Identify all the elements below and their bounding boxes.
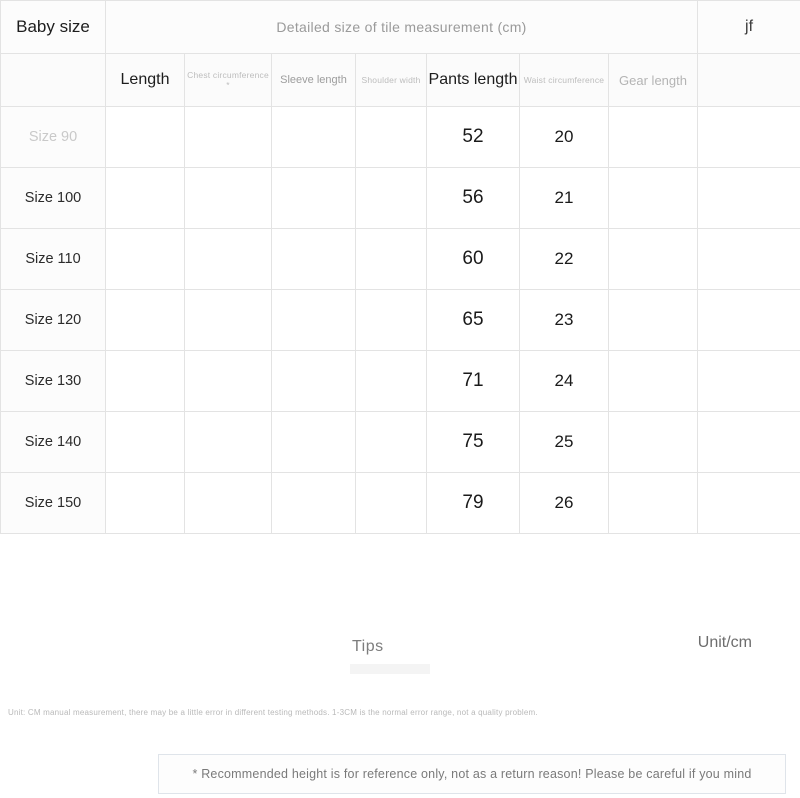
cell-sleeve [272, 412, 356, 473]
cell-chest [185, 229, 272, 290]
cell-chest [185, 290, 272, 351]
column-header-pants: Pants length [427, 54, 520, 107]
table-row [1, 168, 800, 229]
cell-chest [185, 412, 272, 473]
cell-shoulder [356, 473, 427, 534]
cell-waist: 22 [520, 229, 609, 290]
column-header-waist: Waist circumference [520, 54, 609, 107]
cell-gear [609, 412, 698, 473]
cell-pants: 56 [427, 168, 520, 229]
cell-pants: 71 [427, 351, 520, 412]
cell-sleeve [272, 229, 356, 290]
cell-sleeve [272, 351, 356, 412]
measurement-note: Unit: CM manual measurement, there may be a little error in different testing methods. 1-3CM is the normal error range, not a quality problem. [8, 708, 538, 717]
table-row [1, 229, 800, 290]
cell-chest [185, 351, 272, 412]
cell-waist: 20 [520, 107, 609, 168]
column-header-blank [1, 54, 106, 107]
cell-spacer [698, 229, 800, 290]
disclaimer-callout [158, 754, 786, 794]
cell-shoulder [356, 168, 427, 229]
cell-gear [609, 168, 698, 229]
row-size-label: Size 90 [1, 107, 106, 168]
cell-chest [185, 107, 272, 168]
cell-sleeve [272, 107, 356, 168]
cell-shoulder [356, 229, 427, 290]
cell-pants: 79 [427, 473, 520, 534]
column-header-sleeve: Sleeve length [272, 54, 356, 107]
cell-length [106, 229, 185, 290]
band-title: Detailed size of tile measurement (cm) [106, 1, 698, 54]
disclaimer-text: * Recommended height is for reference only, not as a return reason! Please be careful if you mind [192, 767, 752, 781]
cell-spacer [698, 168, 800, 229]
cell-waist: 23 [520, 290, 609, 351]
column-header-gear: Gear length [609, 54, 698, 107]
cell-length [106, 168, 185, 229]
cell-gear [609, 290, 698, 351]
row-size-label: Size 130 [1, 351, 106, 412]
table-row [1, 290, 800, 351]
cell-spacer [698, 473, 800, 534]
column-header-shoulder: Shoulder width [356, 54, 427, 107]
cell-shoulder [356, 351, 427, 412]
cell-pants: 75 [427, 412, 520, 473]
row-size-label: Size 100 [1, 168, 106, 229]
column-header-spacer [698, 54, 800, 107]
cell-gear [609, 351, 698, 412]
table-row [1, 412, 800, 473]
cell-spacer [698, 290, 800, 351]
tips-underline-decoration [350, 664, 430, 674]
cell-shoulder [356, 107, 427, 168]
cell-pants: 52 [427, 107, 520, 168]
table-band-row [1, 1, 800, 54]
cell-shoulder [356, 290, 427, 351]
table-row [1, 107, 800, 168]
cell-chest [185, 168, 272, 229]
row-size-label: Size 150 [1, 473, 106, 534]
cell-spacer [698, 351, 800, 412]
cell-pants: 60 [427, 229, 520, 290]
row-size-label: Size 120 [1, 290, 106, 351]
row-size-label: Size 110 [1, 229, 106, 290]
cell-length [106, 107, 185, 168]
cell-sleeve [272, 168, 356, 229]
tips-label: Tips [352, 638, 384, 655]
cell-gear [609, 229, 698, 290]
cell-pants: 65 [427, 290, 520, 351]
cell-chest [185, 473, 272, 534]
cell-length [106, 473, 185, 534]
table-row [1, 473, 800, 534]
column-header-length: Length [106, 54, 185, 107]
table-row [1, 351, 800, 412]
cell-length [106, 412, 185, 473]
baby-size-corner-label: Baby size [1, 1, 106, 54]
cell-waist: 21 [520, 168, 609, 229]
cell-gear [609, 107, 698, 168]
right-mark: jf [698, 1, 800, 54]
cell-sleeve [272, 290, 356, 351]
table-column-header-row [1, 54, 800, 107]
cell-gear [609, 473, 698, 534]
row-size-label: Size 140 [1, 412, 106, 473]
cell-spacer [698, 412, 800, 473]
cell-shoulder [356, 412, 427, 473]
cell-waist: 26 [520, 473, 609, 534]
cell-waist: 25 [520, 412, 609, 473]
cell-length [106, 290, 185, 351]
column-header-chest: Chest circumference * [185, 54, 272, 107]
cell-spacer [698, 107, 800, 168]
cell-length [106, 351, 185, 412]
cell-sleeve [272, 473, 356, 534]
unit-label: Unit/cm [697, 634, 752, 651]
cell-waist: 24 [520, 351, 609, 412]
